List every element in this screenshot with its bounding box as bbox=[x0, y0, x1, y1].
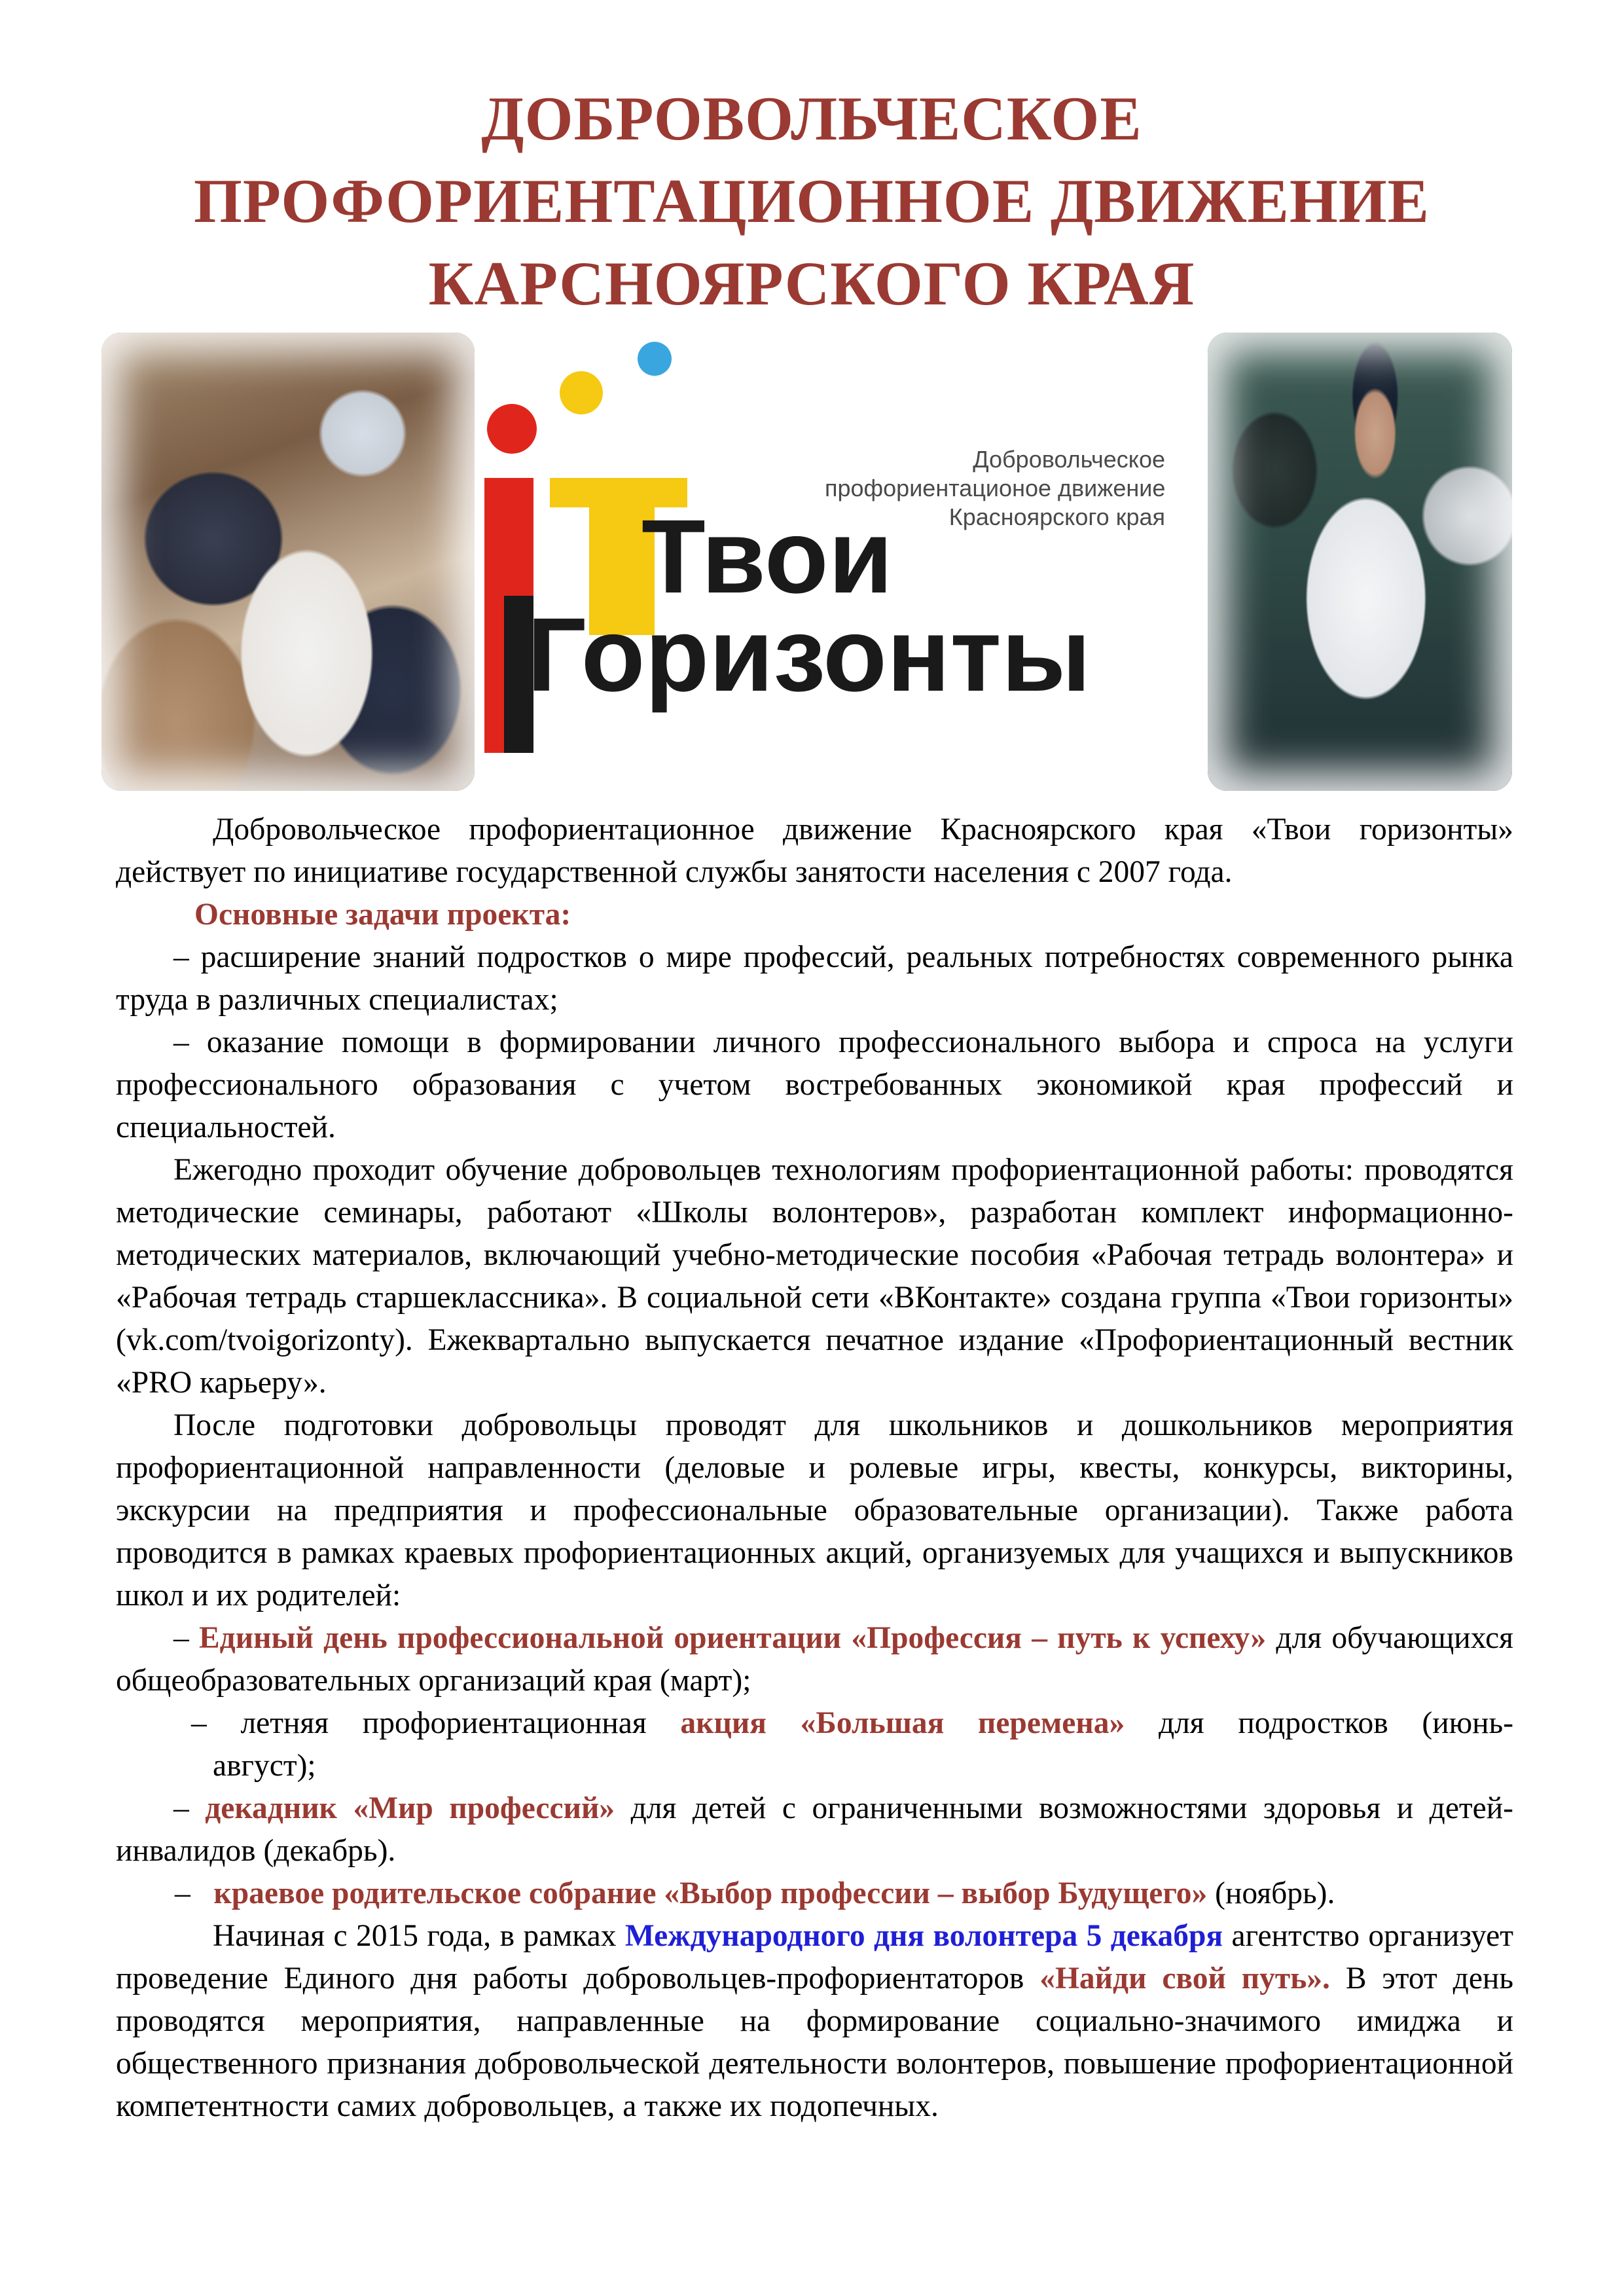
events-paragraph: После подготовки добровольцы проводят для школьников и дошкольников мероприятия профориентационной направленности (деловые и ролевые игры, квесты, конкурсы, викторины, экскурсии на предприятия и профессиональные образовательные организации). Также работа проводится в рамках краевых профориентационных акций, организуемых для учащихся и выпускников школ и их родителей: bbox=[116, 1408, 1513, 1613]
page-title bbox=[105, 77, 1519, 325]
logo-word-gorizonty: Горизонты bbox=[527, 596, 1091, 713]
event-item-1 bbox=[116, 1617, 1513, 1702]
volunteer-day-event-name: «Найди свой путь». bbox=[1039, 1961, 1330, 1995]
volunteer-day-highlight: Международного дня волонтера 5 декабря bbox=[624, 1919, 1223, 1953]
event-item-4-dash: – bbox=[175, 1876, 190, 1910]
event-item-1-title: Единый день профессиональной ориентации «Профессия – путь к успеху» bbox=[199, 1621, 1267, 1655]
logo-dot-blue bbox=[638, 342, 672, 376]
logo-dot-red bbox=[487, 404, 537, 454]
logo-dot-yellow bbox=[560, 371, 603, 414]
volunteer-day-paragraph bbox=[116, 1915, 1513, 2128]
event-item-4-text: (ноябрь). bbox=[1215, 1876, 1335, 1910]
event-item-3 bbox=[116, 1787, 1513, 1872]
event-item-2-continuation: август); bbox=[213, 1749, 316, 1783]
event-item-1-dash: – bbox=[173, 1621, 189, 1655]
event-item-3-title: декадник «Мир профессий» bbox=[205, 1791, 615, 1825]
photo-students-group bbox=[101, 333, 475, 791]
title-line-3: КАРСНОЯРСКОГО КРАЯ bbox=[428, 249, 1195, 318]
logo-caption-line-2: профориентационое движение bbox=[825, 475, 1166, 501]
logo-caption-line-1: Добровольческое bbox=[973, 446, 1165, 473]
event-item-2 bbox=[116, 1702, 1513, 1745]
event-item-1-text: для обучающихся общеобразовательных организаций края (март); bbox=[116, 1621, 1514, 1698]
title-line-2: ПРОФОРИЕНТАЦИОННОЕ ДВИЖЕНИЕ bbox=[193, 166, 1430, 236]
event-item-4 bbox=[116, 1872, 1513, 1915]
event-item-2-text: – летняя профориентационная bbox=[191, 1706, 647, 1740]
event-item-3-dash: – bbox=[173, 1791, 189, 1825]
training-paragraph: Ежегодно проходит обучение добровольцев технологиям профориентационной работы: проводятся методические семинары, работают «Школы волонтеров», разработан комплект информационно-методических материалов, включающий учебно-методические пособия «Рабочая тетрадь волонтера» и «Рабочая тетрадь старшеклассника». В социальной сети «ВКонтакте» создана группа «Твои горизонты» (vk.com/tvoigorizonty). Ежеквартально выпускается печатное издание «Профориентационный вестник «PRO карьеру». bbox=[116, 1153, 1513, 1400]
logo-tvoi-gorizonty bbox=[484, 340, 1198, 759]
event-item-3-text: для детей с ограниченными возможностями здоровья и детей-инвалидов (декабрь). bbox=[116, 1791, 1513, 1868]
logo-word-tvoi: Твои bbox=[641, 498, 893, 615]
intro-paragraph: Добровольческое профориентационное движение Красноярского края «Твои горизонты» действует по инициативе государственной службы занятости населения с 2007 года. bbox=[116, 812, 1513, 889]
task-item-2: – оказание помощи в формировании личного профессионального выбора и спроса на услуги профессионального образования с учетом востребованных экономикой края профессий и специальностей. bbox=[116, 1025, 1513, 1144]
event-item-4-title: краевое родительское собрание «Выбор профессии – выбор Будущего» bbox=[213, 1876, 1208, 1910]
volunteer-day-rest: В этот день проводятся мероприятия, направленные на формирование социально-значимого имиджа и общественного признания добровольческой деятельности волонтеров, повышение профориентационной компетентности самих добровольцев, а также их подопечных. bbox=[116, 1961, 1514, 2123]
title-line-1: ДОБРОВОЛЬЧЕСКОЕ bbox=[481, 84, 1142, 153]
photo-volunteer-hospital bbox=[1208, 333, 1512, 791]
tasks-heading: Основные задачи проекта: bbox=[194, 898, 571, 932]
logo-caption-line-3: Красноярского края bbox=[948, 503, 1165, 530]
volunteer-day-text: агентство организует проведение Единого дня работы добровольцев-профориентаторов bbox=[116, 1919, 1514, 1995]
task-item-1: – расширение знаний подростков о мире профессий, реальных потребностях современного рынка труда в различных специалистах; bbox=[116, 940, 1513, 1017]
event-item-2-title: акция «Большая перемена» bbox=[680, 1706, 1125, 1740]
document-body bbox=[116, 809, 1513, 2128]
event-item-2-rest: для подростков (июнь- bbox=[1158, 1706, 1514, 1740]
volunteer-day-intro: Начиная с 2015 года, в рамках bbox=[213, 1919, 617, 1953]
